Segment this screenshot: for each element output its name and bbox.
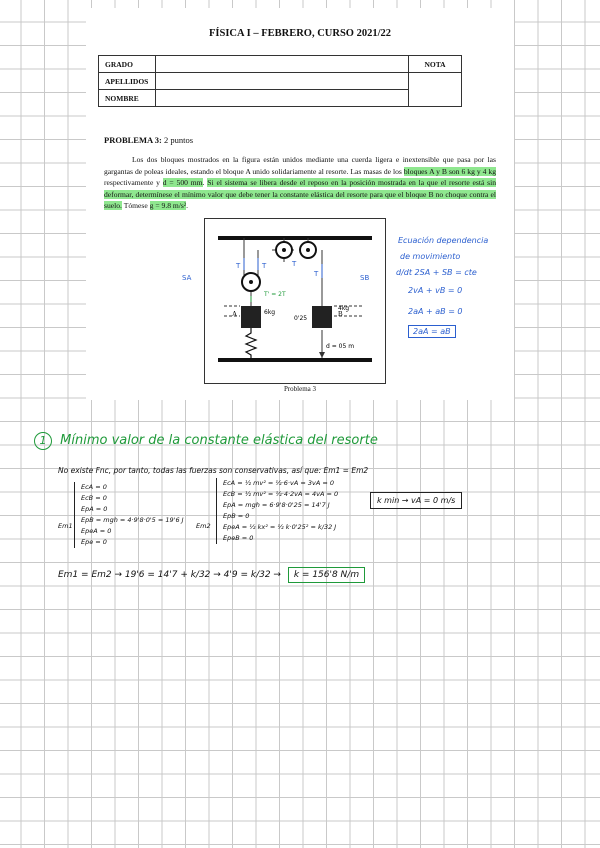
final-equation [58, 570, 365, 580]
tension-3: T [292, 260, 297, 268]
nota-label: NOTA [409, 56, 462, 73]
em1-item: EpA = 0 [81, 505, 108, 513]
grado-field [156, 56, 409, 73]
note-line: de movimiento [400, 252, 461, 261]
em2-item: EpeB = 0 [223, 534, 254, 542]
em2-item: EcB = ½ mv² = ½·4·2vA = 4vA = 0 [223, 490, 339, 498]
d-label: d = 05 m [326, 343, 355, 350]
tension-4: T [314, 270, 319, 278]
statement-part: . [202, 178, 208, 187]
solution-line-1: No existe Fnc, por tanto, todas las fuerzas son conservativas, así que: Em1 = Em2 [58, 466, 369, 475]
final-result: k = 156'8 N/m [288, 567, 365, 583]
label-sa: SA [182, 274, 192, 282]
em2-item: EpB = 0 [223, 512, 250, 520]
label-sb: SB [360, 274, 370, 282]
nombre-field [156, 90, 409, 107]
note-boxed-result: 2aA = aB [408, 325, 456, 338]
mass-b: 4kg [338, 305, 350, 312]
grado-label: GRADO [99, 56, 156, 73]
section-number: 1 [34, 432, 52, 450]
em2-lines [216, 478, 338, 544]
problem-statement [104, 154, 496, 212]
tension-prime: T' = 2T [264, 291, 286, 298]
highlight-question: Si el sistema se libera desde el reposo en la posición mostrada en la que el resorte está sin deformar, determínese el mínimo valor que debe tener la constante elástica del resorte para que el bloque B no choque contra el suelo. [104, 178, 497, 210]
em1-item: EpB = mgh = 4·9'8·0'5 = 19'6 J [81, 516, 184, 524]
label-b: B [338, 310, 343, 318]
statement-part: Los dos bloques mostrados en la figura están unidos mediante una cuerda ligera e inextensible que pasa por las gargantas de poleas ideales, estando el bloque A unido solidariamente al resorte. Las masas de los [104, 155, 496, 176]
tension-1: T [236, 262, 241, 270]
em1-item: EcA = 0 [81, 483, 107, 491]
em2-item: EcA = ½ mv² = ½·6·vA = 3vA = 0 [223, 479, 335, 487]
solution-heading [34, 432, 378, 450]
figure-caption: Problema 3 [283, 385, 317, 393]
apellidos-label: APELLIDOS [99, 73, 156, 90]
em1-item: EcB = 0 [81, 494, 107, 502]
highlight-distance: d = 500 mm [162, 178, 203, 187]
pulley-figure [182, 218, 386, 384]
em1-lines [74, 482, 184, 548]
mass-a: 6kg [264, 309, 276, 316]
em1-item: Epe = 0 [81, 538, 107, 546]
em1-label: Em1 [58, 522, 73, 530]
problem-heading [104, 135, 193, 145]
block-a [241, 306, 261, 328]
section-title: Mínimo valor de la constante elástica del resorte [60, 433, 378, 448]
em1-item: EpeA = 0 [81, 527, 112, 535]
final-steps: Em1 = Em2 → 19'6 = 14'7 + k/32 → 4'9 = k/32 → [58, 570, 281, 580]
block-b [312, 306, 332, 328]
statement-part: respectivamente y [104, 178, 163, 187]
apellidos-field [156, 73, 409, 90]
label-a: A [232, 310, 238, 318]
note-line: 2vA + vB = 0 [408, 286, 463, 295]
note-line: Ecuación dependencia [398, 236, 489, 245]
em2-item: EpeA = ½ kx² = ½ k·0'25² = k/32 J [223, 523, 337, 531]
nombre-label: NOMBRE [99, 90, 156, 107]
statement-part: . [186, 201, 189, 210]
highlight-gravity: g = 9.8 m/s² [149, 201, 187, 210]
em2-label: Em2 [196, 522, 211, 530]
nota-field [409, 73, 462, 107]
tension-2: T [262, 262, 267, 270]
problem-points: 2 puntos [163, 135, 194, 145]
student-info-table [98, 55, 462, 107]
problem-label: PROBLEMA 3: [104, 135, 162, 145]
note-line: d/dt 2SA + SB = cte [396, 268, 477, 277]
highlight-masses: bloques A y B son 6 kg y 4 kg [403, 166, 497, 176]
exam-title: FÍSICA I – FEBRERO, CURSO 2021/22 [208, 28, 392, 39]
statement-part: Tómese [121, 201, 150, 210]
note-line: 2aA + aB = 0 [408, 307, 463, 316]
em2-item: EpA = mgh = 6·9'8·0'25 = 14'7 J [223, 501, 330, 509]
distance-label: 0'25 [294, 315, 308, 322]
exam-sheet [86, 8, 514, 400]
kmin-note: k min → vA = 0 m/s [370, 492, 462, 509]
